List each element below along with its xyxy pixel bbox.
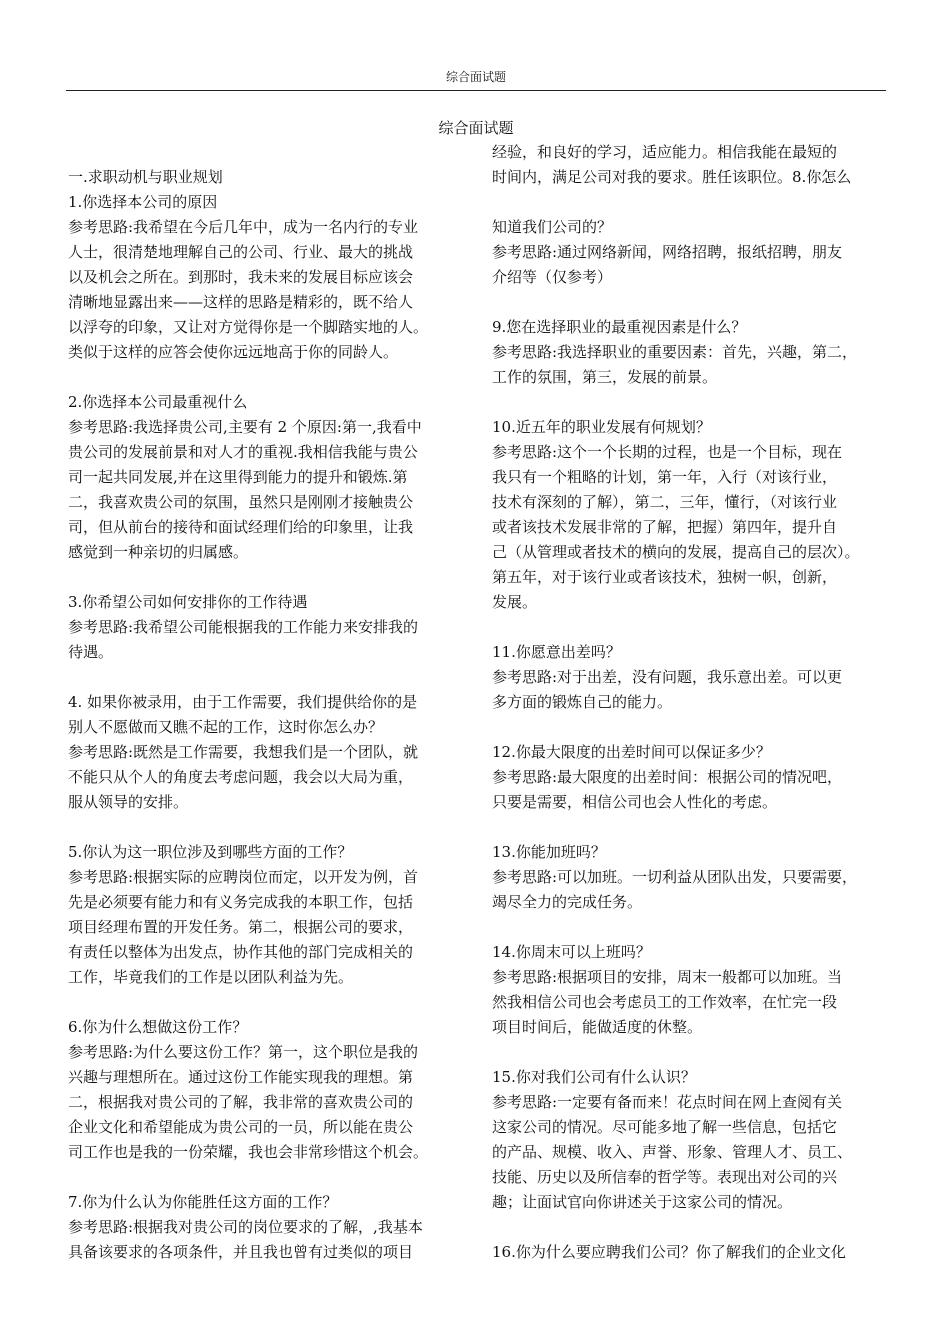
text-line: 司工作也是我的一份荣耀，我也会非常珍惜这个机会。 — [68, 1143, 429, 1161]
text-line: 兴趣与理想所在。通过这份工作能实现我的理想。第 — [68, 1068, 414, 1086]
text-line: 清晰地显露出来——这样的思路是精彩的，既不给人 — [68, 293, 414, 311]
text-line: 参考思路:根据我对贵公司的岗位要求的了解，,我基本 — [68, 1218, 423, 1236]
paragraph — [68, 590, 460, 665]
left-column — [68, 165, 460, 1265]
text-line: 2.你选择本公司最重视什么 — [68, 393, 248, 411]
text-line: 参考思路:一定要有备而来！花点时间在网上查阅有关 — [492, 1093, 843, 1111]
text-line: 参考思路:我希望公司能根据我的工作能力来安排我的 — [68, 618, 419, 636]
text-line: 企业文化和希望能成为贵公司的一员，所以能在贵公 — [68, 1118, 414, 1136]
text-line: 有责任以整体为出发点，协作其他的部门完成相关的 — [68, 943, 414, 961]
text-line: 工作的氛围，第三，发展的前景。 — [492, 368, 718, 386]
text-line: 二，根据我对贵公司的了解，我非常的喜欢贵公司的 — [68, 1093, 414, 1111]
text-line: 参考思路:我选择贵公司,主要有 2 个原因:第一,我看中 — [68, 418, 422, 436]
paragraph — [492, 840, 884, 915]
paragraph — [492, 215, 884, 290]
running-header — [66, 66, 886, 91]
right-column — [492, 140, 884, 1265]
text-line: 人士，很清楚地理解自己的公司、行业、最大的挑战 — [68, 243, 414, 261]
text-line: 二，我喜欢贵公司的氛围，虽然只是刚刚才接触贵公 — [68, 493, 414, 511]
text-line: 参考思路:我希望在今后几年中，成为一名内行的专业 — [68, 218, 419, 236]
paragraph — [492, 1065, 884, 1215]
text-line: 司，但从前台的接待和面试经理们给的印象里，让我 — [68, 518, 414, 536]
paragraph — [68, 1190, 460, 1265]
text-line: 项目时间后，能做适度的休整。 — [492, 1018, 703, 1036]
text-line: 趣；让面试官向你讲述关于这家公司的情况。 — [492, 1193, 793, 1211]
text-line: 11.你愿意出差吗？ — [492, 643, 621, 661]
paragraph-gap — [492, 390, 884, 415]
running-header-title: 综合面试题 — [445, 70, 506, 84]
paragraph — [68, 1015, 460, 1165]
text-line: 第五年，对于该行业或者该技术，独树一帜，创新， — [492, 568, 838, 586]
text-line: 多方面的锻炼自己的能力。 — [492, 693, 673, 711]
text-line: 一.求职动机与职业规划 — [68, 168, 223, 186]
paragraph-gap — [68, 665, 460, 690]
paragraph-gap — [492, 615, 884, 640]
paragraph — [492, 1240, 884, 1265]
paragraph-gap — [492, 290, 884, 315]
text-line: 的产品、规模、收入、声誉、形象、管理人才、员工、 — [492, 1143, 853, 1161]
paragraph-gap — [68, 565, 460, 590]
text-line: 司一起共同发展,并在这里得到能力的提升和锻炼.第 — [68, 468, 408, 486]
text-line: 9.您在选择职业的最重视因素是什么？ — [492, 318, 747, 336]
text-line: 我只有一个粗略的计划，第一年，入行（对该行业， — [492, 468, 838, 486]
text-line: 先是必须要有能力和有义务完成我的本职工作，包括 — [68, 893, 414, 911]
text-line: 参考思路:可以加班。一切利益从团队出发，只要需要， — [492, 868, 858, 886]
paragraph — [68, 215, 460, 365]
text-line: 项目经理布置的开发任务。第二，根据公司的要求， — [68, 918, 414, 936]
paragraph — [68, 390, 460, 565]
text-line: 7.你为什么认为你能胜任这方面的工作？ — [68, 1193, 338, 1211]
paragraph — [492, 315, 884, 390]
text-line: 这家公司的情况。尽可能多地了解一些信息，包括它 — [492, 1118, 838, 1136]
paragraph — [492, 740, 884, 815]
text-line: 工作，毕竟我们的工作是以团队利益为先。 — [68, 968, 354, 986]
text-line: 己（从管理或者技术的横向的发展，提高自己的层次）。 — [492, 543, 860, 561]
text-line: 16.你为什么要应聘我们公司？你了解我们的企业文化 — [492, 1243, 846, 1261]
text-line: 10.近五年的职业发展有何规划？ — [492, 418, 711, 436]
text-line: 12.你最大限度的出差时间可以保证多少？ — [492, 743, 771, 761]
text-line: 具备该要求的各项条件，并且我也曾有过类似的项目 — [68, 1243, 414, 1261]
text-line: 参考思路:最大限度的出差时间：根据公司的情况吧， — [492, 768, 843, 786]
text-line: 参考思路:这个一个长期的过程，也是一个目标，现在 — [492, 443, 843, 461]
text-line: 3.你希望公司如何安排你的工作待遇 — [68, 593, 308, 611]
paragraph — [68, 840, 460, 990]
document-title: 综合面试题 — [438, 119, 514, 137]
text-line: 然我相信公司也会考虑员工的工作效率，在忙完一段 — [492, 993, 838, 1011]
paragraph-gap — [68, 990, 460, 1015]
text-line: 13.你能加班吗？ — [492, 843, 606, 861]
paragraph — [68, 690, 460, 815]
paragraph-gap — [492, 915, 884, 940]
paragraph-gap — [492, 715, 884, 740]
text-line: 只要是需要，相信公司也会人性化的考虑。 — [492, 793, 778, 811]
paragraph-gap — [68, 365, 460, 390]
text-line: 贵公司的发展前景和对人才的重视.我相信我能与贵公 — [68, 443, 418, 461]
paragraph-gap — [492, 1215, 884, 1240]
text-line: 5.你认为这一职位涉及到哪些方面的工作？ — [68, 843, 353, 861]
paragraph — [492, 940, 884, 1040]
text-line: 竭尽全力的完成任务。 — [492, 893, 643, 911]
text-line: 时间内，满足公司对我的要求。胜任该职位。8.你怎么 — [492, 168, 852, 186]
text-line: 参考思路:我选择职业的重要因素：首先，兴趣，第二， — [492, 343, 858, 361]
text-line: 介绍等（仅参考） — [492, 268, 613, 286]
paragraph — [492, 640, 884, 715]
text-line: 知道我们公司的？ — [492, 218, 613, 236]
text-line: 感觉到一种亲切的归属感。 — [68, 543, 249, 561]
text-line: 参考思路:根据实际的应聘岗位而定，以开发为例，首 — [68, 868, 419, 886]
text-line: 参考思路:根据项目的安排，周末一般都可以加班。当 — [492, 968, 843, 986]
paragraph-gap — [68, 1165, 460, 1190]
text-line: 不能只从个人的角度去考虑问题，我会以大局为重， — [68, 768, 414, 786]
text-line: 15.你对我们公司有什么认识？ — [492, 1068, 696, 1086]
text-line: 6.你为什么想做这份工作？ — [68, 1018, 248, 1036]
paragraph — [492, 140, 884, 190]
text-line: 参考思路:对于出差，没有问题，我乐意出差。可以更 — [492, 668, 843, 686]
paragraph — [68, 165, 460, 215]
text-line: 以浮夸的印象，又让对方觉得你是一个脚踏实地的人。 — [68, 318, 429, 336]
paragraph-gap — [492, 815, 884, 840]
text-line: 4. 如果你被录用，由于工作需要，我们提供给你的是 — [68, 693, 418, 711]
paragraph-gap — [492, 190, 884, 215]
text-line: 或者该技术发展非常的了解，把握）第四年，提升自 — [492, 518, 838, 536]
text-line: 待遇。 — [68, 643, 114, 661]
text-line: 14.你周末可以上班吗？ — [492, 943, 651, 961]
paragraph — [492, 415, 884, 615]
text-line: 服从领导的安排。 — [68, 793, 189, 811]
paragraph-gap — [492, 1040, 884, 1065]
text-line: 类似于这样的应答会使你远远地高于你的同龄人。 — [68, 343, 399, 361]
text-line: 别人不愿做而又瞧不起的工作，这时你怎么办？ — [68, 718, 384, 736]
text-line: 技术有深刻的了解），第二，三年，懂行，（对该行业 — [492, 493, 838, 511]
text-line: 发展。 — [492, 593, 538, 611]
text-line: 参考思路:为什么要这份工作？第一，这个职位是我的 — [68, 1043, 419, 1061]
text-line: 参考思路:既然是工作需要，我想我们是一个团队，就 — [68, 743, 419, 761]
text-line: 1.你选择本公司的原因 — [68, 193, 218, 211]
text-line: 参考思路:通过网络新闻，网络招聘，报纸招聘，朋友 — [492, 243, 843, 261]
paragraph-gap — [68, 815, 460, 840]
text-line: 以及机会之所在。到那时，我未来的发展目标应该会 — [68, 268, 414, 286]
text-line: 技能、历史以及所信奉的哲学等。表现出对公司的兴 — [492, 1168, 838, 1186]
text-line: 经验，和良好的学习，适应能力。相信我能在最短的 — [492, 143, 838, 161]
